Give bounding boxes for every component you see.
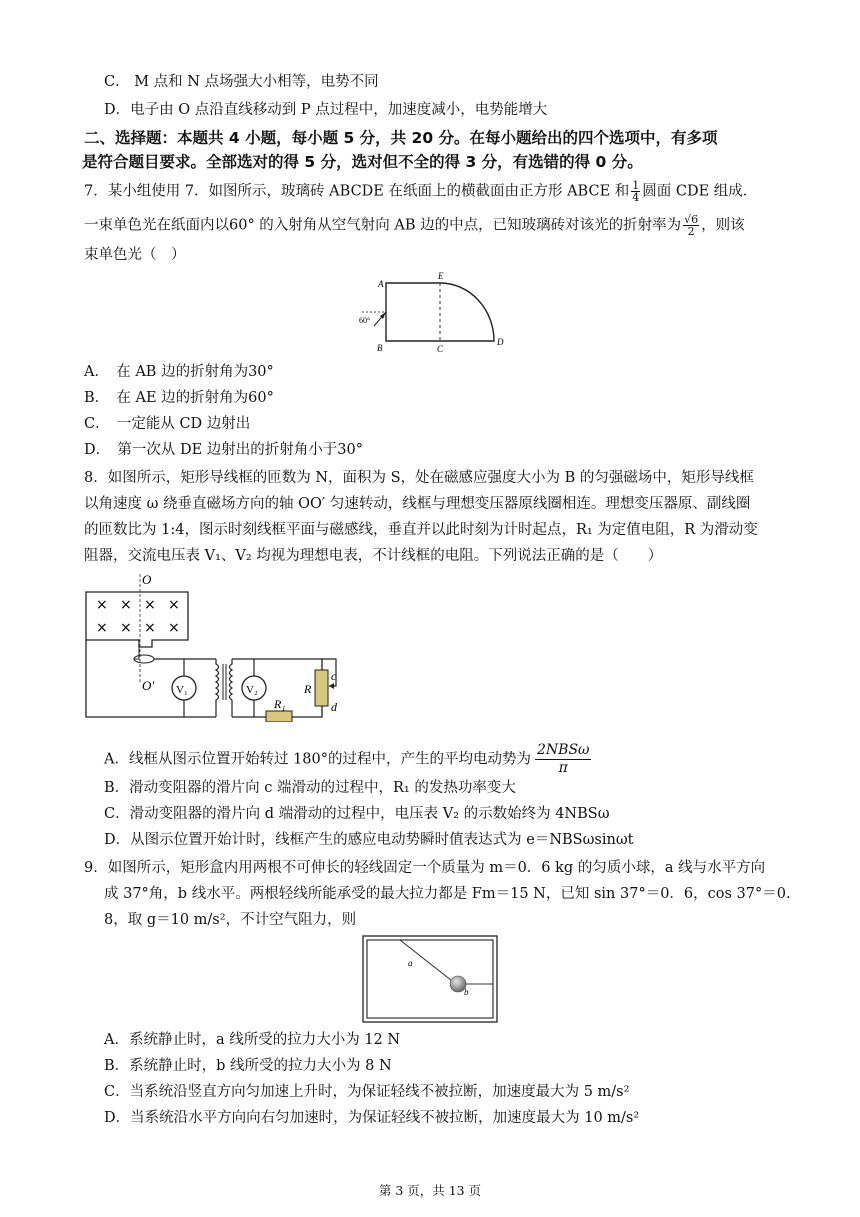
q7-glass-brick-figure bbox=[352, 270, 512, 356]
q7-line1-tail: 圆面 CDE 组成． bbox=[642, 183, 758, 200]
field-x-3: × bbox=[144, 597, 156, 613]
section-heading-line1: 二、选择题：本题共 4 小题，每小题 5 分，共 20 分。在每小题给出的四个选项中，有多项 bbox=[84, 129, 718, 147]
label-c-end: c bbox=[331, 669, 337, 683]
label-r1: R₁ bbox=[274, 697, 286, 711]
section-heading-line2: 是符合题目要求。全部选对的得 5 分，选对但不全的得 3 分，有选错的得 0 分。 bbox=[82, 153, 643, 171]
q9-line2: 成 37°角，b 线水平。两根轻线所能承受的最大拉力都是 Fm＝15 N，已知 sin 37°＝0．6，cos 37°＝0． bbox=[104, 886, 801, 902]
field-x-5: × bbox=[96, 620, 108, 636]
field-x-8: × bbox=[168, 620, 180, 636]
q7-line2-text: 一束单色光在纸面内以60° 的入射角从空气射向 AB 边的中点，已知玻璃砖对该光的折射率为 bbox=[84, 217, 682, 234]
label-d-end: d bbox=[331, 700, 337, 714]
label-b: B bbox=[377, 343, 383, 353]
q8-line2: 以角速度 ω 绕垂直磁场方向的轴 OO′ 匀速转动，线框与理想变压器原线圈相连。理想变压器原、副线圈 bbox=[84, 496, 751, 512]
q9-option-c: C．当系统沿竖直方向匀加速上升时，为保证轻线不被拉断，加速度最大为 5 m/s² bbox=[104, 1084, 630, 1100]
q8-option-a-fraction: $\frac{\text{2NBSω}}{\pi}$ bbox=[537, 742, 590, 776]
q8-option-b: B．滑动变阻器的滑片向 c 端滑动的过程中，R₁ 的发热功率变大 bbox=[104, 780, 516, 796]
q8-option-d: D．从图示位置开始计时，线框产生的感应电动势瞬时值表达式为 e＝NBSωsinωt bbox=[104, 832, 634, 848]
label-c: C bbox=[437, 344, 444, 354]
label-string-a: a bbox=[408, 958, 413, 968]
page-footer: 第 3 页，共 13 页 bbox=[378, 1183, 482, 1198]
q7-line1 bbox=[84, 180, 757, 203]
label-string-b: b bbox=[464, 987, 469, 997]
q7-option-c: C． 一定能从 CD 边射出 bbox=[84, 416, 251, 432]
q9-box-figure bbox=[362, 935, 498, 1023]
q9-option-b: B．系统静止时，b 线所受的拉力大小为 8 N bbox=[104, 1058, 392, 1074]
label-o: O bbox=[142, 572, 152, 587]
q8-option-a bbox=[104, 742, 591, 777]
label-v2: V₂ bbox=[246, 684, 258, 696]
field-x-2: × bbox=[120, 597, 132, 613]
label-v1: V₁ bbox=[176, 684, 188, 696]
label-a: A bbox=[378, 279, 384, 289]
prev-option-d: D．电子由 O 点沿直线移动到 P 点过程中，加速度减小，电势能增大 bbox=[104, 102, 548, 118]
q7-option-a: A． 在 AB 边的折射角为30° bbox=[84, 364, 274, 380]
q7-quarter-fraction: $\frac{1}{4}$ bbox=[632, 179, 640, 204]
q9-line1: 9．如图所示，矩形盒内用两根不可伸长的轻线固定一个质量为 m＝0．6 kg 的匀质小球，a 线与水平方向 bbox=[84, 860, 766, 876]
q7-option-d: D． 第一次从 DE 边射出的折射角小于30° bbox=[84, 442, 364, 458]
label-o-prime: O′ bbox=[142, 678, 155, 693]
field-x-4: × bbox=[168, 597, 180, 613]
q7-line2 bbox=[84, 214, 745, 237]
prev-option-c: C． M 点和 N 点场强大小相等，电势不同 bbox=[104, 74, 379, 90]
q8-line4: 阻器，交流电压表 V₁、V₂ 均视为理想电表，不计线框的电阻。下列说法正确的是（ ） bbox=[84, 548, 663, 564]
label-angle: 60° bbox=[359, 316, 371, 325]
field-x-7: × bbox=[144, 620, 156, 636]
label-e: E bbox=[438, 271, 444, 281]
label-r: R bbox=[304, 682, 312, 696]
q8-line3: 的匝数比为 1:4，图示时刻线框平面与磁感线，垂直并以此时刻为计时起点，R₁ 为定值电阻，R 为滑动变 bbox=[84, 522, 758, 538]
q7-index-fraction: $\frac{√6}{2}$ bbox=[684, 213, 699, 238]
q9-line3: 8，取 g＝10 m/s²，不计空气阻力，则 bbox=[104, 912, 357, 928]
q8-circuit-figure bbox=[84, 572, 344, 722]
q8-line1: 8．如图所示，矩形导线框的匝数为 N，面积为 S，处在磁感应强度大小为 B 的匀强磁场中，矩形导线框 bbox=[84, 470, 754, 486]
q7-option-b: B． 在 AE 边的折射角为60° bbox=[84, 390, 274, 406]
q8-option-c: C．滑动变阻器的滑片向 d 端滑动的过程中，电压表 V₂ 的示数始终为 4NBSω bbox=[104, 806, 610, 822]
q9-option-a: A．系统静止时，a 线所受的拉力大小为 12 N bbox=[104, 1032, 401, 1048]
label-d: D bbox=[497, 337, 504, 347]
field-x-6: × bbox=[120, 620, 132, 636]
q7-line3: 束单色光（ ） bbox=[84, 247, 186, 263]
field-x-1: × bbox=[96, 597, 108, 613]
q8-option-a-text: A．线框从图示位置开始转过 180°的过程中，产生的平均电动势为 bbox=[104, 751, 532, 768]
q9-option-d: D．当系统沿水平方向向右匀加速时，为保证轻线不被拉断，加速度最大为 10 m/s² bbox=[104, 1110, 640, 1126]
q7-line2-tail: ，则该 bbox=[701, 217, 745, 234]
q7-line1-text: 7．某小组使用 7．如图所示，玻璃砖 ABCDE 在纸面上的横截面由正方形 ABCE 和 bbox=[84, 183, 630, 200]
